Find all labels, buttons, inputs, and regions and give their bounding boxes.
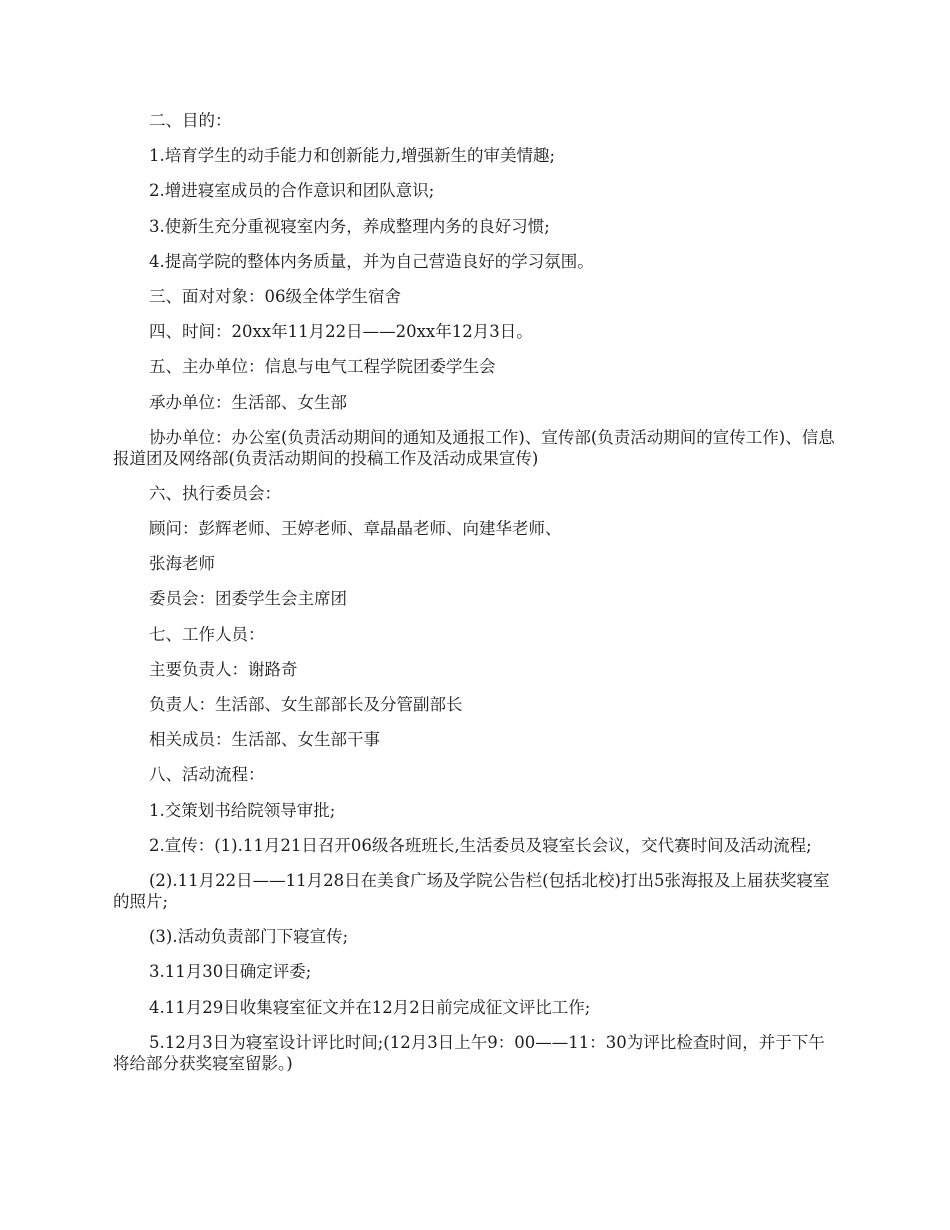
target-audience: 三、面对对象：06级全体学生宿舍 [149,286,401,306]
event-time: 四、时间：20xx年11月22日——20xx年12月3日。 [149,322,533,342]
purpose-item-2: 2.增进寝室成员的合作意识和团队意识; [149,181,435,201]
advisors-continued: 张海老师 [149,554,215,574]
process-step-1: 1.交策划书给院领导审批; [149,800,336,820]
co-organizer: 协办单位：办公室(负责活动期间的通知及通报工作)、宣传部(负责活动期间的宣传工作)、信息报道团及网络部(负责活动期间的投稿工作及活动成果宣传) [113,427,835,468]
purpose-item-1: 1.培育学生的动手能力和创新能力,增强新生的审美情趣; [149,146,556,166]
organizer: 五、主办单位：信息与电气工程学院团委学生会 [149,357,496,377]
person-in-charge: 负责人：生活部、女生部部长及分管副部长 [149,695,463,714]
purpose-item-4: 4.提高学院的整体内务质量，并为自己营造良好的学习氛围。 [149,251,594,271]
heading-purpose: 二、目的： [149,111,232,130]
process-step-3: 3.11月30日确定评委; [149,962,312,982]
process-step-2: 2.宣传：(1).11月21日召开06级各班班长,生活委员及寝室长会议，交代赛时间及活动流程; [149,835,812,855]
process-step-4: 4.11月29日收集寝室征文并在12月2日前完成征文评比工作; [149,997,591,1017]
advisors: 顾问：彭辉老师、王婷老师、章晶晶老师、向建华老师、 [149,519,562,539]
main-person-in-charge: 主要负责人：谢路奇 [149,659,298,679]
purpose-item-3: 3.使新生充分重视寝室内务，养成整理内务的良好习惯; [149,216,550,236]
document-body [113,110,838,1088]
heading-staff: 七、工作人员： [149,624,265,644]
undertaker: 承办单位：生活部、女生部 [149,392,347,412]
heading-committee: 六、执行委员会： [149,483,281,503]
process-step-5: 5.12月3日为寝室设计评比时间;(12月3日上午9：00——11：30为评比检查时间，并于下午将给部分获奖寝室留影。) [113,1032,825,1073]
process-step-2-sub-2: (2).11月22日——11月28日在美食广场及学院公告栏(包括北校)打出5张海报及上届获奖寝室的照片; [113,870,830,911]
committee-members: 委员会：团委学生会主席团 [149,589,347,609]
related-members: 相关成员：生活部、女生部干事 [149,730,380,750]
heading-process: 八、活动流程： [149,765,265,785]
process-step-2-sub-3: (3).活动负责部门下寝宣传; [149,927,349,947]
